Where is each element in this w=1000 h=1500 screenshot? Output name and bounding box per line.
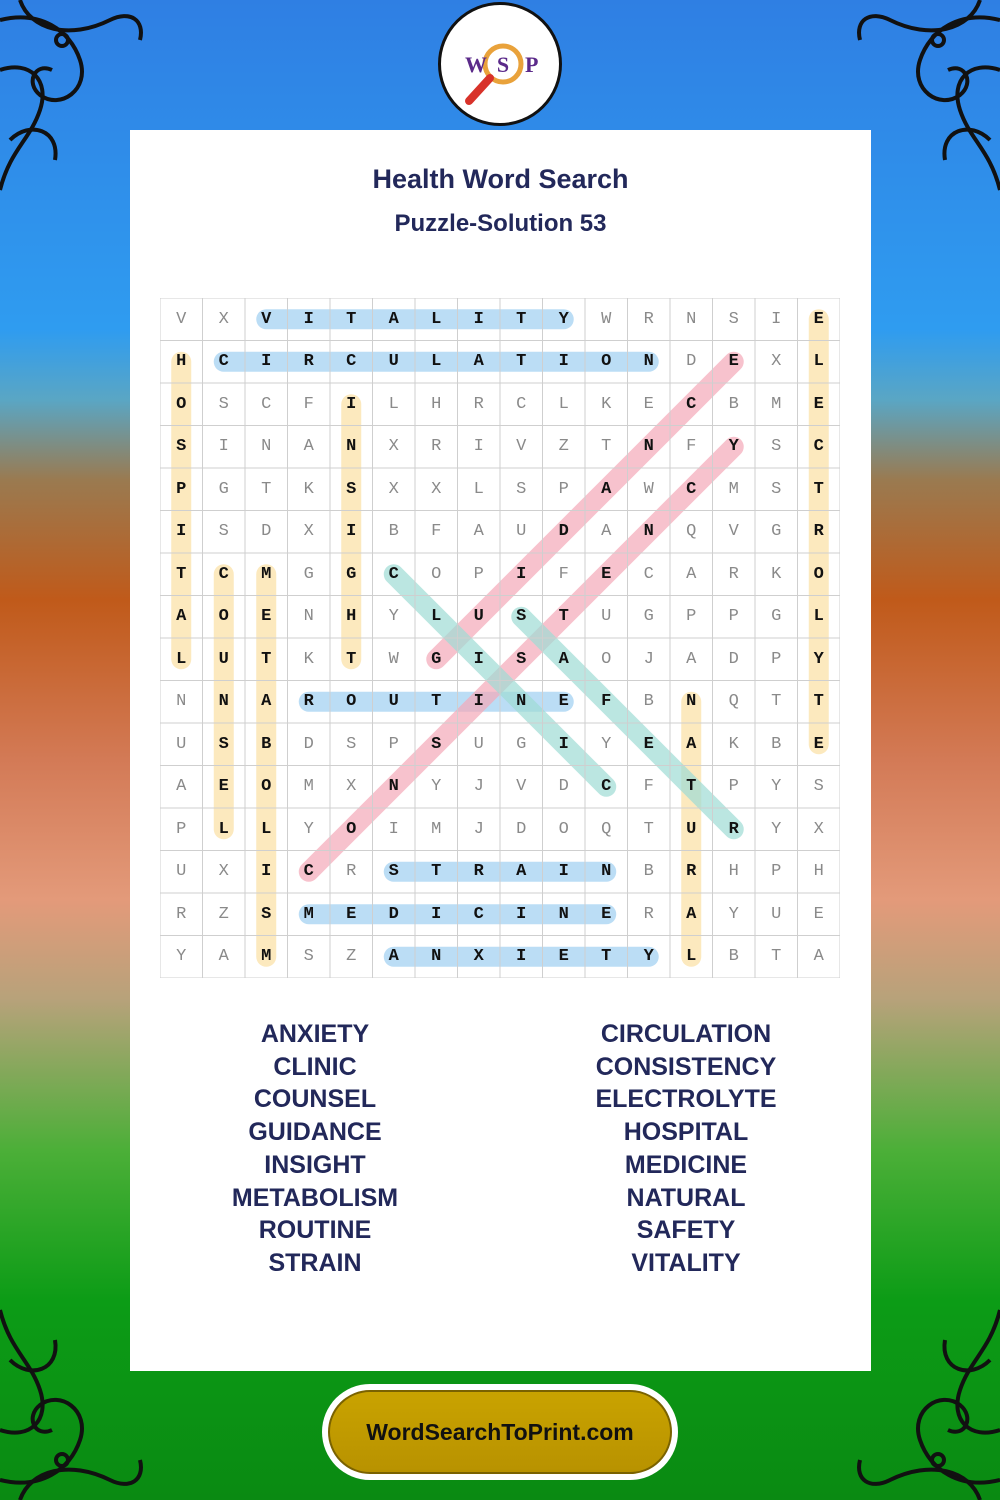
grid-cell[interactable]: C (218, 564, 229, 584)
grid-cell[interactable]: P (686, 607, 697, 627)
grid-cell[interactable]: T (813, 479, 824, 499)
word-search-grid (160, 298, 840, 978)
grid-cell[interactable]: E (643, 394, 654, 414)
grid-cell[interactable]: J (643, 649, 654, 669)
grid-cell[interactable]: A (516, 862, 527, 882)
grid-cell[interactable]: C (303, 862, 314, 882)
grid-cell[interactable]: K (771, 564, 782, 584)
grid-cell[interactable]: T (176, 564, 187, 584)
grid-cell[interactable]: O (813, 564, 824, 584)
word-list-item: METABOLISM (231, 1183, 399, 1212)
grid-cell[interactable]: P (771, 862, 782, 882)
grid-cell[interactable]: A (473, 352, 484, 372)
word-list-item: CLINIC (273, 1052, 357, 1081)
logo-letter-w: W (465, 52, 487, 77)
grid-cell[interactable]: A (303, 437, 314, 457)
grid-cell[interactable]: L (813, 607, 824, 627)
grid-cell[interactable]: H (728, 862, 739, 882)
grid-cell[interactable]: U (473, 607, 484, 627)
grid-cell[interactable]: Y (771, 777, 782, 797)
grid-cell[interactable]: S (516, 649, 527, 669)
grid-cell[interactable]: O (431, 564, 442, 584)
grid-cell[interactable]: I (431, 904, 442, 924)
grid-cell[interactable]: F (686, 437, 697, 457)
grid-cell[interactable]: L (686, 947, 697, 967)
grid-cell[interactable]: T (346, 309, 357, 329)
grid-cell[interactable]: I (346, 522, 357, 542)
grid-cell[interactable]: S (771, 479, 782, 499)
grid-cell[interactable]: I (346, 394, 357, 414)
corner-ornament-top-right (850, 0, 1000, 200)
grid-cell[interactable]: N (303, 607, 314, 627)
grid-cell[interactable]: X (473, 947, 484, 967)
grid-cell[interactable]: P (473, 564, 484, 584)
word-list-item: GUIDANCE (248, 1118, 382, 1147)
grid-cell[interactable]: B (643, 862, 654, 882)
grid-cell[interactable]: R (176, 904, 187, 924)
grid-cell[interactable]: D (728, 649, 739, 669)
grid-cell[interactable]: K (303, 479, 314, 499)
word-list-item: COUNSEL (253, 1085, 377, 1114)
grid-cell[interactable]: N (643, 522, 654, 542)
grid-cell[interactable]: X (218, 309, 229, 329)
grid-cell[interactable]: R (346, 862, 357, 882)
grid-cell[interactable]: E (558, 947, 569, 967)
grid-cell[interactable]: R (643, 309, 654, 329)
word-list-item: CONSISTENCY (595, 1052, 777, 1081)
grid-cell[interactable]: C (516, 394, 527, 414)
grid-cell[interactable]: N (558, 904, 569, 924)
grid-cell[interactable]: C (643, 564, 654, 584)
grid-cell[interactable]: E (601, 904, 612, 924)
grid-cell[interactable]: I (516, 947, 527, 967)
grid-cell[interactable]: D (516, 819, 527, 839)
grid-cell[interactable]: K (728, 734, 739, 754)
grid-cell[interactable]: N (388, 777, 399, 797)
grid-cell[interactable]: S (261, 904, 272, 924)
grid-cell[interactable]: N (218, 692, 229, 712)
grid-cell[interactable]: T (601, 947, 612, 967)
word-list-item: NATURAL (626, 1183, 746, 1212)
grid-cell[interactable]: P (176, 819, 187, 839)
logo-letter-p: P (525, 52, 539, 77)
grid-cell[interactable]: H (813, 862, 824, 882)
grid-cell[interactable]: O (261, 777, 272, 797)
grid-cell[interactable]: Y (771, 819, 782, 839)
grid-cell[interactable]: D (261, 522, 272, 542)
grid-cell[interactable]: S (346, 734, 357, 754)
grid-cell[interactable]: G (303, 564, 314, 584)
grid-cell[interactable]: U (388, 352, 399, 372)
grid-cell[interactable]: X (431, 479, 442, 499)
grid-cell[interactable]: C (813, 437, 824, 457)
magnifier-icon (445, 9, 555, 119)
grid-cell[interactable]: T (516, 352, 527, 372)
grid-cell[interactable]: I (261, 862, 272, 882)
grid-cell[interactable]: C (218, 352, 229, 372)
grid-cell[interactable]: S (728, 309, 739, 329)
grid-cell[interactable]: S (218, 394, 229, 414)
grid-cell[interactable]: V (728, 522, 739, 542)
grid-cell[interactable]: A (601, 522, 612, 542)
grid-cell[interactable]: E (813, 394, 824, 414)
grid-cell[interactable]: P (388, 734, 399, 754)
grid-cell[interactable]: I (558, 352, 569, 372)
corner-ornament-bottom-left (0, 1300, 150, 1500)
grid-cell[interactable]: F (303, 394, 314, 414)
grid-cell[interactable]: S (388, 862, 399, 882)
grid-cell[interactable]: E (261, 607, 272, 627)
grid-cell[interactable]: D (558, 522, 569, 542)
grid-cell[interactable]: L (813, 352, 824, 372)
logo-letter-s: S (496, 52, 510, 77)
grid-cell[interactable]: P (771, 649, 782, 669)
grid-cell[interactable]: U (771, 904, 782, 924)
word-list-left (130, 1018, 500, 1280)
grid-cell[interactable]: I (388, 819, 399, 839)
grid-cell[interactable]: T (558, 607, 569, 627)
grid-cell[interactable]: A (601, 479, 612, 499)
corner-ornament-bottom-right (850, 1300, 1000, 1500)
grid-cell[interactable]: L (176, 649, 187, 669)
grid-cell[interactable]: Y (303, 819, 314, 839)
grid-cell[interactable]: A (218, 947, 229, 967)
grid-cell[interactable]: E (218, 777, 229, 797)
grid-cell[interactable]: J (473, 819, 484, 839)
grid-cell[interactable]: T (516, 309, 527, 329)
grid-cell[interactable]: N (346, 437, 357, 457)
grid-cell[interactable]: T (261, 649, 272, 669)
grid-cell[interactable]: T (431, 862, 442, 882)
grid-cell[interactable]: I (473, 309, 484, 329)
grid-cell[interactable]: W (388, 649, 399, 669)
grid-cell[interactable]: Y (431, 777, 442, 797)
grid-cell[interactable]: O (218, 607, 229, 627)
grid-cell[interactable]: S (516, 479, 527, 499)
grid-cell[interactable]: U (516, 522, 527, 542)
grid-cell[interactable]: Z (346, 947, 357, 967)
grid-cell[interactable]: C (388, 564, 399, 584)
grid-cell[interactable]: M (303, 904, 314, 924)
grid-cell[interactable]: I (771, 309, 782, 329)
grid-cell[interactable]: D (388, 904, 399, 924)
grid-cell[interactable]: T (261, 479, 272, 499)
grid-cell[interactable]: G (771, 522, 782, 542)
corner-ornament-top-left (0, 0, 150, 200)
grid-cell[interactable]: K (303, 649, 314, 669)
grid-cell[interactable]: I (218, 437, 229, 457)
word-list-item: MEDICINE (624, 1150, 748, 1179)
grid-cell[interactable]: F (431, 522, 442, 542)
grid-cell[interactable]: T (771, 692, 782, 712)
grid-cell[interactable]: S (771, 437, 782, 457)
word-list-item: CIRCULATION (600, 1020, 772, 1048)
grid-cell[interactable]: L (473, 479, 484, 499)
grid-cell[interactable]: N (643, 352, 654, 372)
grid-cell[interactable]: D (558, 777, 569, 797)
grid-cell[interactable]: F (643, 777, 654, 797)
grid-cell[interactable]: O (176, 394, 187, 414)
grid-cell[interactable]: C (601, 777, 612, 797)
grid-cell[interactable]: L (218, 819, 229, 839)
grid-cell[interactable]: G (643, 607, 654, 627)
grid-cell[interactable]: N (431, 947, 442, 967)
grid-cell[interactable]: I (516, 564, 527, 584)
grid-cell[interactable]: A (261, 692, 272, 712)
grid-cell[interactable]: G (346, 564, 357, 584)
grid-cell[interactable]: M (261, 947, 272, 967)
grid-cell[interactable]: O (558, 819, 569, 839)
grid-cell[interactable]: E (346, 904, 357, 924)
grid-cell[interactable]: A (473, 522, 484, 542)
grid-cell[interactable]: H (431, 394, 442, 414)
grid-cell[interactable]: M (771, 394, 782, 414)
grid-cell[interactable]: A (388, 309, 399, 329)
grid-cell[interactable]: E (813, 309, 824, 329)
grid-cell[interactable]: U (218, 649, 229, 669)
grid-cell[interactable]: X (388, 437, 399, 457)
grid-cell[interactable]: Y (728, 437, 739, 457)
grid-cell[interactable]: C (261, 394, 272, 414)
site-link-label: WordSearchToPrint.com (328, 1390, 672, 1474)
grid-cell[interactable]: Q (601, 819, 612, 839)
grid-cell[interactable]: I (516, 904, 527, 924)
page-title: Health Word Search (372, 164, 629, 194)
grid-cell[interactable]: Y (728, 904, 739, 924)
grid-cell[interactable]: P (728, 607, 739, 627)
grid-cell[interactable]: I (261, 352, 272, 372)
grid-cell[interactable]: E (813, 904, 824, 924)
grid-cell[interactable]: X (813, 819, 824, 839)
grid-cell[interactable]: X (771, 352, 782, 372)
grid-cell[interactable]: V (261, 309, 272, 329)
grid-cell[interactable]: C (686, 479, 697, 499)
grid-cell[interactable]: H (346, 607, 357, 627)
grid-cell[interactable]: G (218, 479, 229, 499)
grid-cell[interactable]: G (771, 607, 782, 627)
grid-cell[interactable]: E (813, 734, 824, 754)
grid-cell[interactable]: L (558, 394, 569, 414)
grid-cell[interactable]: A (686, 564, 697, 584)
grid-cell[interactable]: W (643, 479, 654, 499)
grid-cell[interactable]: S (218, 522, 229, 542)
grid-cell[interactable]: S (431, 734, 442, 754)
word-list-right (501, 1018, 871, 1280)
grid-cell[interactable]: T (643, 819, 654, 839)
word-list-item: INSIGHT (264, 1150, 366, 1179)
word-list-item: HOSPITAL (623, 1118, 749, 1147)
page-subtitle: Puzzle-Solution 53 (394, 210, 607, 237)
grid-cell[interactable]: V (176, 309, 187, 329)
word-list-item: SAFETY (636, 1216, 736, 1245)
grid-cell[interactable]: H (176, 352, 187, 372)
word-list-item: ANXIETY (260, 1020, 370, 1048)
grid-cell[interactable]: U (686, 819, 697, 839)
word-list-item: STRAIN (268, 1248, 362, 1277)
grid-cell[interactable]: B (388, 522, 399, 542)
grid-cell[interactable]: R (473, 862, 484, 882)
grid-cell[interactable]: O (346, 692, 357, 712)
grid-cell[interactable]: E (601, 564, 612, 584)
grid-cell[interactable]: N (643, 437, 654, 457)
grid-cell[interactable]: N (686, 309, 697, 329)
site-link-button[interactable] (322, 1384, 678, 1480)
puzzle-panel (130, 130, 871, 1371)
grid-cell[interactable]: R (728, 564, 739, 584)
grid-cell[interactable]: M (728, 479, 739, 499)
grid-cell[interactable]: Y (388, 607, 399, 627)
grid-cell[interactable]: C (686, 394, 697, 414)
grid-cell[interactable]: A (813, 947, 824, 967)
word-list-item: ROUTINE (258, 1216, 372, 1245)
grid-cell[interactable]: M (261, 564, 272, 584)
grid-cell[interactable]: L (261, 819, 272, 839)
grid-cell[interactable]: T (813, 692, 824, 712)
grid-cell[interactable]: N (601, 862, 612, 882)
grid-cell[interactable]: C (473, 904, 484, 924)
grid-cell[interactable]: L (431, 607, 442, 627)
grid-cell[interactable]: T (601, 437, 612, 457)
grid-cell[interactable]: U (473, 734, 484, 754)
grid-cell[interactable]: F (558, 564, 569, 584)
grid-cell[interactable]: N (176, 692, 187, 712)
grid-cell[interactable]: P (728, 777, 739, 797)
grid-cell[interactable]: T (346, 649, 357, 669)
grid-cell[interactable]: L (388, 394, 399, 414)
grid-cell[interactable]: T (431, 692, 442, 712)
grid-cell[interactable]: Z (558, 437, 569, 457)
grid-cell[interactable]: O (346, 819, 357, 839)
letter-grid (160, 298, 840, 978)
grid-cell[interactable]: P (558, 479, 569, 499)
grid-cell[interactable]: U (388, 692, 399, 712)
grid-cell[interactable]: S (813, 777, 824, 797)
grid-cell[interactable]: D (303, 734, 314, 754)
grid-cell[interactable]: X (303, 522, 314, 542)
grid-cell[interactable]: S (303, 947, 314, 967)
grid-cell[interactable]: Q (728, 692, 739, 712)
grid-cell[interactable]: B (771, 734, 782, 754)
grid-cell[interactable]: V (516, 777, 527, 797)
grid-cell[interactable]: Q (686, 522, 697, 542)
grid-cell[interactable]: O (601, 649, 612, 669)
grid-cell[interactable]: B (261, 734, 272, 754)
grid-cell[interactable]: K (601, 394, 612, 414)
grid-cell[interactable]: I (473, 649, 484, 669)
grid-cell[interactable]: R (728, 819, 739, 839)
grid-cell[interactable]: Y (643, 947, 654, 967)
grid-cell[interactable]: S (176, 437, 187, 457)
grid-cell[interactable]: U (176, 862, 187, 882)
grid-cell[interactable]: I (558, 734, 569, 754)
grid-cell[interactable]: A (686, 734, 697, 754)
grid-cell[interactable]: Y (558, 309, 569, 329)
grid-cell[interactable]: B (643, 692, 654, 712)
wsp-logo (438, 2, 562, 126)
grid-cell[interactable]: N (686, 692, 697, 712)
grid-cell[interactable]: S (218, 734, 229, 754)
grid-cell[interactable]: X (388, 479, 399, 499)
word-list-item: ELECTROLYTE (595, 1085, 777, 1114)
grid-cell[interactable]: R (813, 522, 824, 542)
grid-cell[interactable]: G (516, 734, 527, 754)
grid-cell[interactable]: E (643, 734, 654, 754)
grid-cell[interactable]: R (431, 437, 442, 457)
grid-cell[interactable]: A (558, 649, 569, 669)
grid-cell[interactable]: U (601, 607, 612, 627)
grid-cell[interactable]: S (346, 479, 357, 499)
grid-cell[interactable]: N (261, 437, 272, 457)
grid-cell[interactable]: Y (601, 734, 612, 754)
grid-cell[interactable]: L (431, 309, 442, 329)
grid-cell[interactable]: E (558, 692, 569, 712)
grid-cell[interactable]: P (176, 479, 187, 499)
grid-cell[interactable]: X (346, 777, 357, 797)
grid-cell[interactable]: D (686, 352, 697, 372)
grid-cell[interactable]: R (643, 904, 654, 924)
grid-cell[interactable]: X (218, 862, 229, 882)
grid-cell[interactable]: M (303, 777, 314, 797)
grid-cell[interactable]: A (176, 607, 187, 627)
grid-cell[interactable]: R (686, 862, 697, 882)
grid-cell[interactable]: I (473, 692, 484, 712)
grid-cell[interactable]: R (303, 352, 314, 372)
grid-cell[interactable]: W (601, 309, 612, 329)
grid-cell[interactable]: R (473, 394, 484, 414)
grid-cell[interactable]: Z (218, 904, 229, 924)
grid-cell[interactable]: B (728, 394, 739, 414)
grid-cell[interactable]: T (686, 777, 697, 797)
grid-cell[interactable]: S (516, 607, 527, 627)
grid-cell[interactable]: O (601, 352, 612, 372)
grid-cell[interactable]: A (686, 904, 697, 924)
grid-cell[interactable]: U (176, 734, 187, 754)
grid-cell[interactable]: Y (176, 947, 187, 967)
grid-cell[interactable]: A (176, 777, 187, 797)
grid-cell[interactable]: R (303, 692, 314, 712)
grid-cell[interactable]: Y (813, 649, 824, 669)
grid-cell[interactable]: B (728, 947, 739, 967)
grid-cell[interactable]: L (431, 352, 442, 372)
grid-cell[interactable]: I (303, 309, 314, 329)
grid-cell[interactable]: A (388, 947, 399, 967)
grid-cell[interactable]: C (346, 352, 357, 372)
grid-cell[interactable]: N (516, 692, 527, 712)
grid-cell[interactable]: E (728, 352, 739, 372)
grid-cell[interactable]: T (771, 947, 782, 967)
word-list-item: VITALITY (631, 1248, 741, 1277)
grid-cell[interactable]: I (176, 522, 187, 542)
grid-cell[interactable]: F (601, 692, 612, 712)
grid-cell[interactable]: A (686, 649, 697, 669)
grid-cell[interactable]: I (473, 437, 484, 457)
grid-cell[interactable]: I (558, 862, 569, 882)
grid-cell[interactable]: V (516, 437, 527, 457)
grid-cell[interactable]: J (473, 777, 484, 797)
grid-cell[interactable]: M (431, 819, 442, 839)
grid-cell[interactable]: G (431, 649, 442, 669)
